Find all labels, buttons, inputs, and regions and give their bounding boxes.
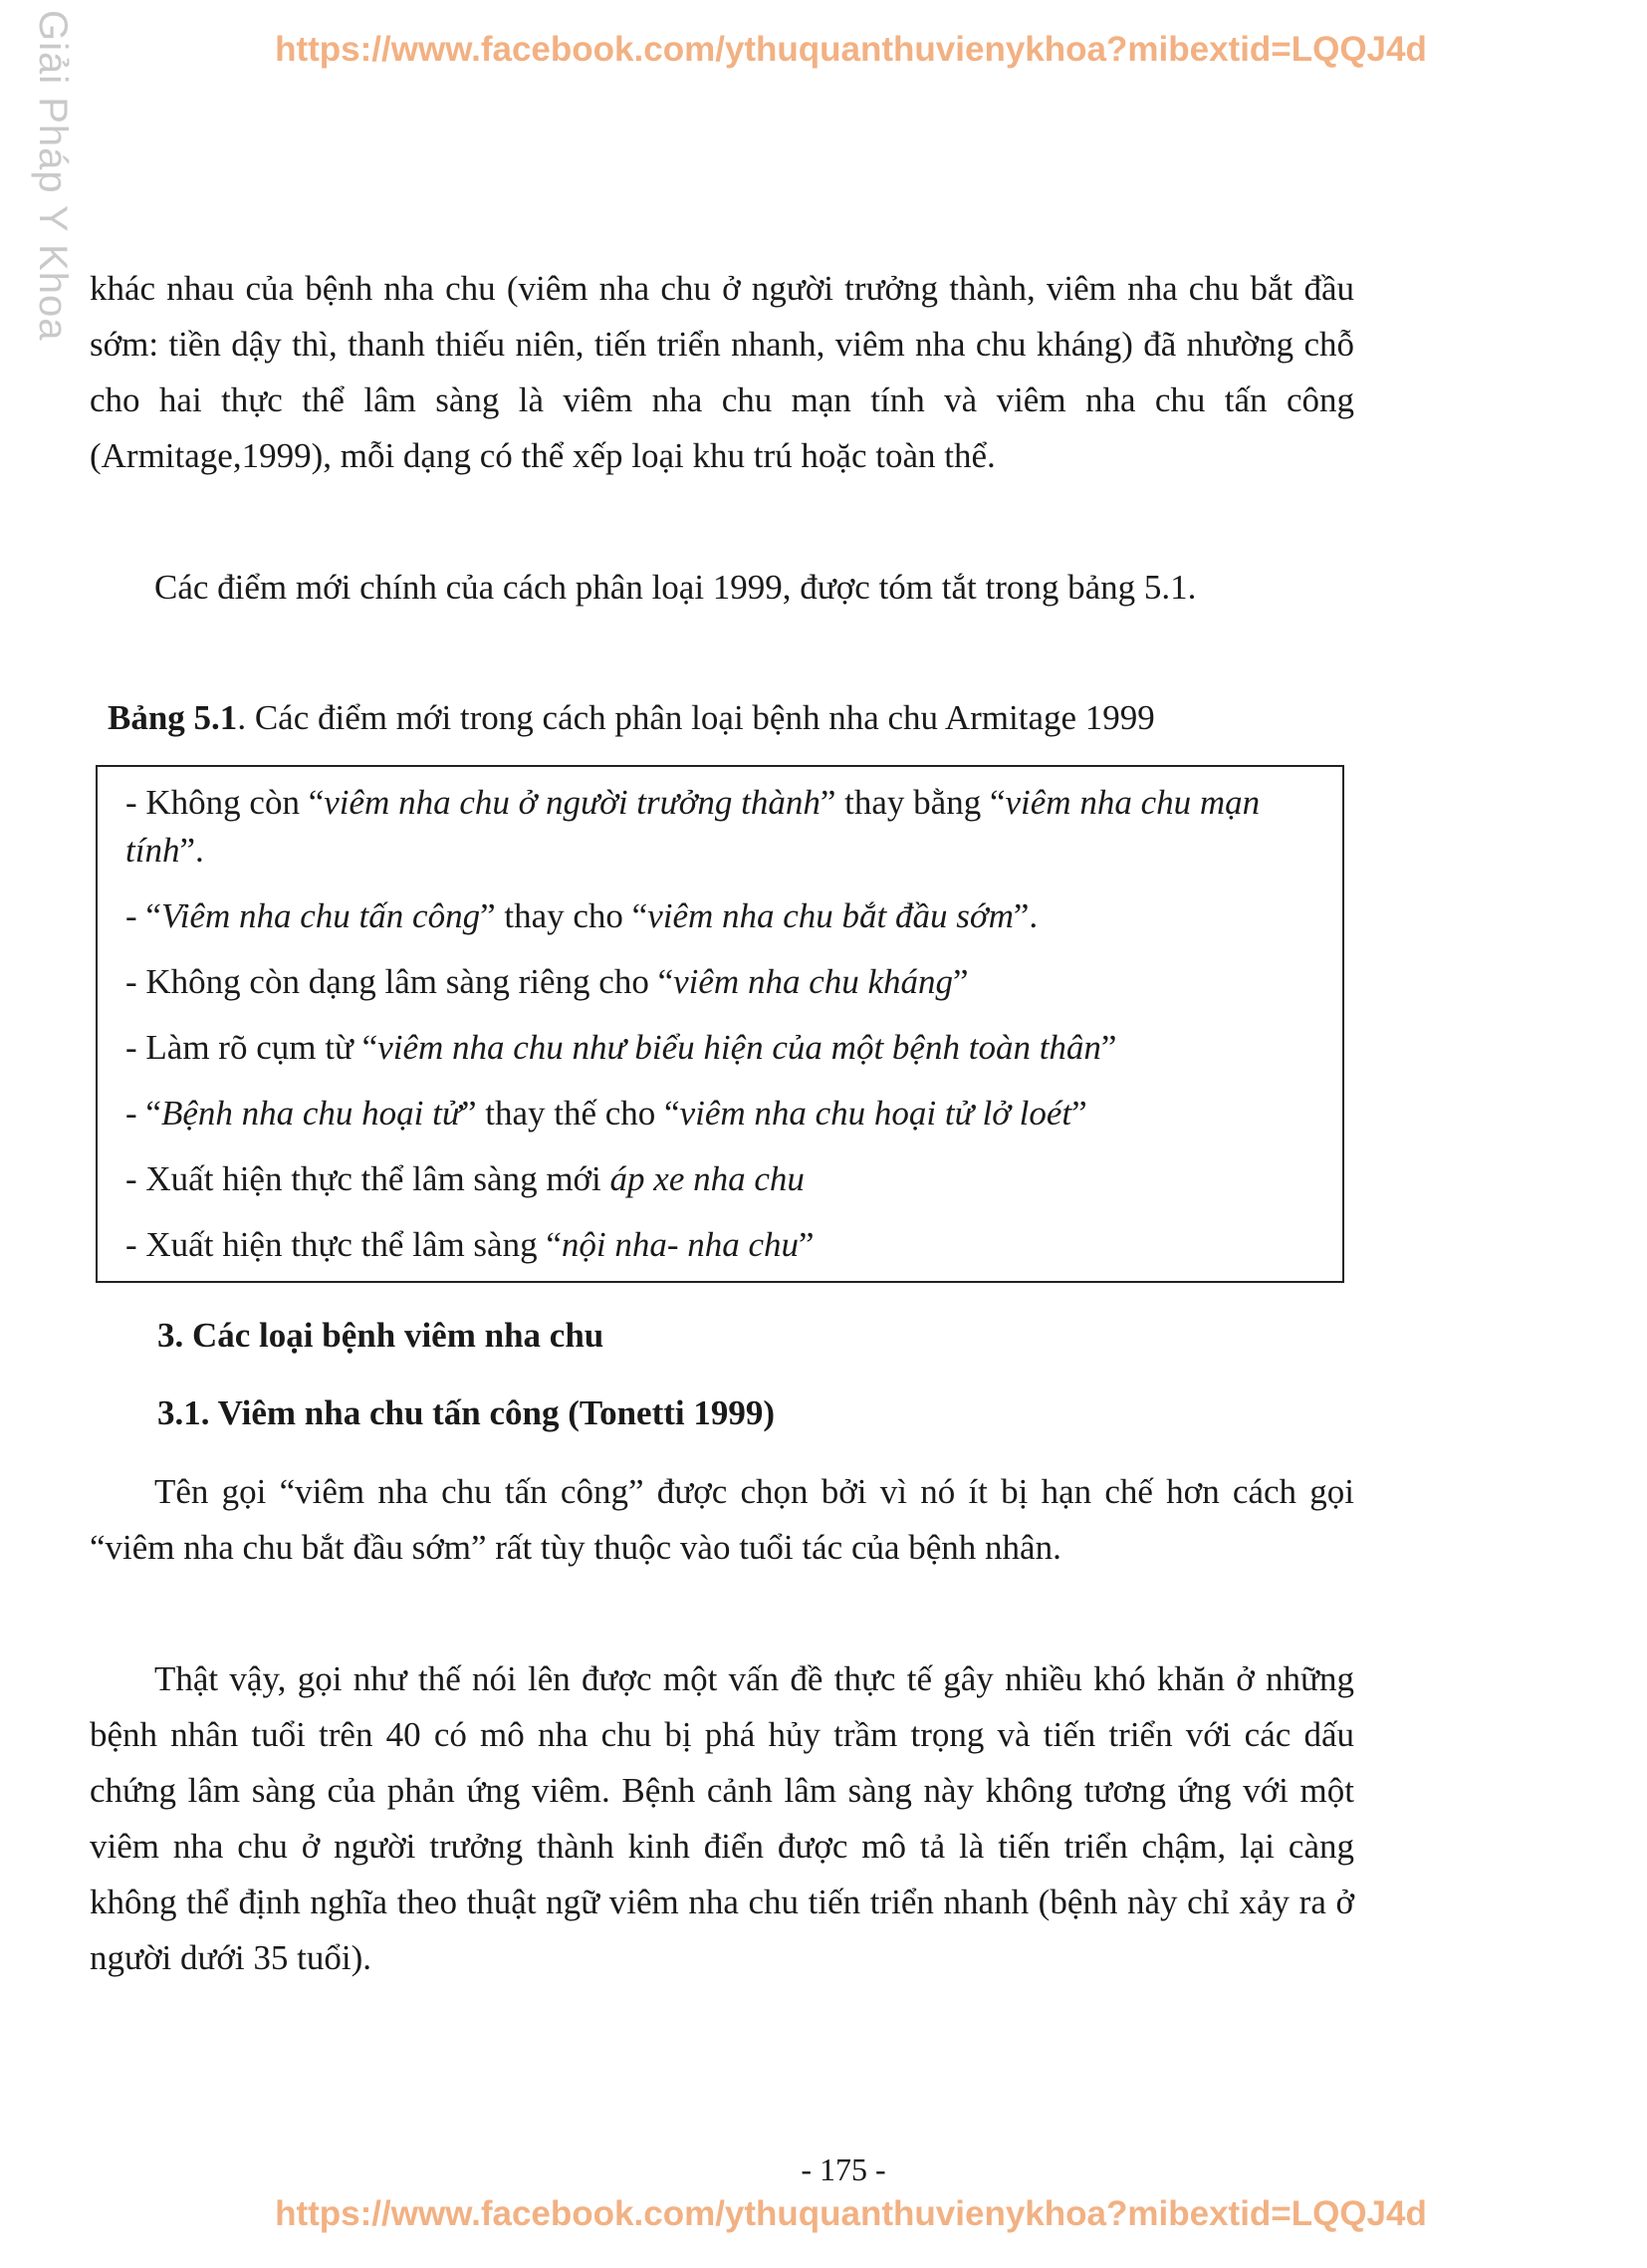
caption-label: Bảng 5.1 [108,698,238,737]
paragraph-text: khác nhau của bệnh nha chu (viêm nha chu ở người trưởng thành, viêm nha chu bắt đầu sớm: tiền dậy thì, thanh thiếu niên, tiến triển nhanh, viêm nha chu kháng) đã nhường chỗ cho hai thực thể lâm sàng là viêm nha chu mạn tính và viêm nha chu tấn công (Armitage,1999), mỗi dạng có thể xếp loại khu trú hoặc toàn thể. [90,269,1354,475]
list-item: - “Viêm nha chu tấn công” thay cho “viêm nha chu bắt đầu sớm”. [125,896,1039,935]
new-points-box [96,765,1344,1283]
list-item: - Không còn “viêm nha chu ở người trưởng thành” thay bằng “viêm nha chu mạn tính”. [125,783,1261,870]
table-caption [108,693,1362,743]
paragraph-intro-continued [90,261,1354,484]
paragraph-summary [90,560,1354,616]
paragraph-text: Thật vậy, gọi như thế nói lên được một vấn đề thực tế gây nhiều khó khăn ở những bệnh nhân tuổi trên 40 có mô nha chu bị phá hủy trầm trọng và tiến triển với các dấu chứng lâm sàng của phản ứng viêm. Bệnh cảnh lâm sàng này không tương ứng với một viêm nha chu ở người trưởng thành kinh điển được mô tả là tiến triển chậm, lại càng không thể định nghĩa theo thuật ngữ viêm nha chu tiến triển nhanh (bệnh này chỉ xảy ra ở người dưới 35 tuổi). [90,1659,1354,1977]
section-heading: 3. Các loại bệnh viêm nha chu [157,1316,604,1355]
subsection-heading: 3.1. Viêm nha chu tấn công (Tonetti 1999) [157,1393,776,1432]
list-item: - “Bệnh nha chu hoại tử” thay thế cho “viêm nha chu hoại tử lở loét” [125,1094,1087,1133]
side-watermark: Giải Pháp Y Khoa [31,10,75,342]
list-item: - Xuất hiện thực thể lâm sàng mới áp xe nha chu [125,1159,805,1198]
caption-text: . Các điểm mới trong cách phân loại bệnh nha chu Armitage 1999 [237,698,1155,737]
paragraph-text: Các điểm mới chính của cách phân loại 1999, được tóm tắt trong bảng 5.1. [154,568,1197,607]
list-item: - Không còn dạng lâm sàng riêng cho “viêm nha chu kháng” [125,962,969,1001]
list-item: - Làm rõ cụm từ “viêm nha chu như biểu hiện của một bệnh toàn thân” [125,1028,1117,1067]
top-url-watermark[interactable]: https://www.facebook.com/ythuquanthuvienykhoa?mibextid=LQQJ4d [275,30,1427,69]
list-item: - Xuất hiện thực thể lâm sàng “nội nha- nha chu” [125,1225,815,1264]
bottom-url-watermark[interactable]: https://www.facebook.com/ythuquanthuvienykhoa?mibextid=LQQJ4d [275,2194,1427,2233]
page-number: - 175 - [801,2151,886,2187]
paragraph-aggressive-detail [90,1651,1354,1986]
paragraph-aggressive-name [90,1464,1354,1576]
paragraph-text: Tên gọi “viêm nha chu tấn công” được chọn bởi vì nó ít bị hạn chế hơn cách gọi “viêm nha chu bắt đầu sớm” rất tùy thuộc vào tuổi tác của bệnh nhân. [90,1472,1354,1567]
